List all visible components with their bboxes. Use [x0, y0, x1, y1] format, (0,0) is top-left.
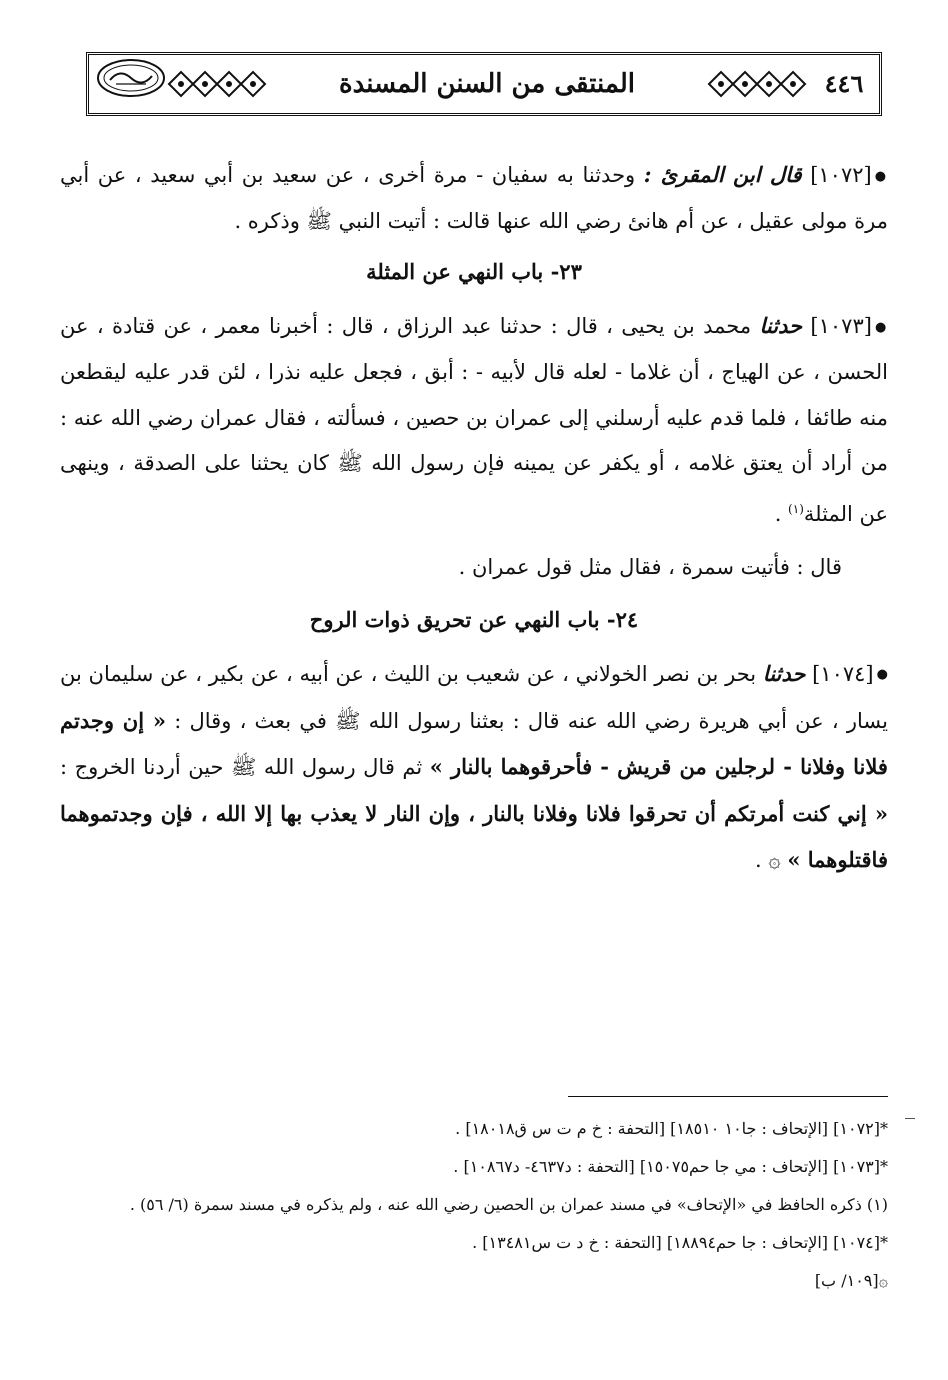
footnote-ref: (١) [788, 501, 804, 516]
margin-mark [905, 1118, 915, 1119]
chapter-heading-23: ٢٣- باب النهي عن المثلة [366, 258, 582, 284]
prophetic-quote-2: « إني كنت أمرتكم أن تحرقوا فلانا وفلانا بالنار ، وإن النار لا يعذب بها إلا الله ، فإن وجدتموهما فاقتلوهما » [60, 800, 888, 873]
book-logo-icon [92, 58, 166, 110]
footnote-rule [568, 1096, 888, 1097]
sentence-end: . [774, 501, 789, 526]
ornament-left-icon [162, 64, 272, 104]
hadith-text-1: بحر بن نصر الخولاني ، عن شعيب بن الليث ، عن أبيه ، عن بكير ، عن سليمان بن يسار ، عن أبي هريرة رضي الله عنه قال : بعثنا رسول الله ﷺ في بعث ، وقال : [60, 661, 888, 733]
footnote-1073: *[١٠٧٣] [الإتحاف : مي جا حم١٥٠٧٥] [التحفة : د٤٦٣٧- د١٠٨٦٧] . [453, 1157, 888, 1176]
page-number: ٤٤٦ [824, 69, 864, 98]
main-text [60, 152, 888, 884]
hadith-lead: حدثنا [759, 312, 803, 338]
hadith-number: [١٠٧٢] [810, 163, 872, 187]
bullet-icon: ● [874, 319, 888, 335]
hadith-text: وحدثنا به سفيان - مرة أخرى ، عن سعيد بن أبي سعيد ، عن أبي مرة مولى عقيل ، عن أم هانئ رضي الله عنها قالت : أتيت النبي ﷺ وذكره . [60, 163, 888, 234]
hadith-1073 [60, 303, 888, 537]
sentence-end: ۞ . [754, 848, 781, 873]
hadith-1072 [60, 152, 888, 245]
footnote-1: (١) ذكره الحافظ في «الإتحاف» في مسند عمران بن الحصين رضي الله عنه ، ولم يذكره في مسند سمرة (٦/ ٥٦) . [129, 1195, 888, 1214]
footnotes [60, 1110, 888, 1300]
footnote-1072: *[١٠٧٢] [الإتحاف : جا١٠ ١٨٥١٠] [التحفة : خ م ت س ق١٨٠١٨] . [455, 1119, 888, 1138]
hadith-1074 [60, 651, 888, 884]
bullet-icon: ● [874, 168, 888, 184]
hadith-lead: حدثنا [762, 660, 806, 686]
hadith-number: [١٠٧٣] [810, 313, 872, 338]
hadith-number: [١٠٧٤] [812, 661, 874, 686]
ornament-right-icon [702, 64, 812, 104]
hadith-lead: قال ابن المقرئ : [643, 162, 802, 187]
hadith-1073-addendum: قال : فأتيت سمرة ، فقال مثل قول عمران . [458, 555, 842, 579]
footnote-1074: *[١٠٧٤] [الإتحاف : جا حم١٨٨٩٤] [التحفة : خ د ت س١٣٤٨١] . [472, 1233, 888, 1252]
manuscript-folio-mark: ۞[١٠٩/ ب] [814, 1271, 888, 1290]
hadith-text-2: ثم قال رسول الله ﷺ حين أردنا الخروج : [60, 755, 423, 780]
running-title: المنتقى من السنن المسندة [338, 69, 636, 99]
prophetic-quote-1: « إن وجدتم فلانا وفلانا - لرجلين من قريش - فأحرقوهما بالنار » [60, 707, 888, 780]
chapter-heading-24: ٢٤- باب النهي عن تحريق ذوات الروح [309, 606, 639, 632]
bullet-icon: ● [876, 667, 888, 683]
running-header [86, 52, 882, 116]
hadith-text: محمد بن يحيى ، قال : حدثنا عبد الرزاق ، قال : أخبرنا معمر ، عن قتادة ، عن الحسن ، عن الهياج ، أن غلاما - لعله قال لأبيه - : أبق ، فجعل عليه نذرا ، لئن قدر عليه ليقطعن منه طائفا ، فلما قدم عليه أرسلني إلى عمران بن حصين ، فسألته ، فقال عمران رضي الله عنه : من أراد أن يعتق غلامه ، أو يكفر عن يمينه فإن رسول الله ﷺ كان يحثنا على الصدقة ، وينهى عن المثلة [60, 313, 888, 526]
